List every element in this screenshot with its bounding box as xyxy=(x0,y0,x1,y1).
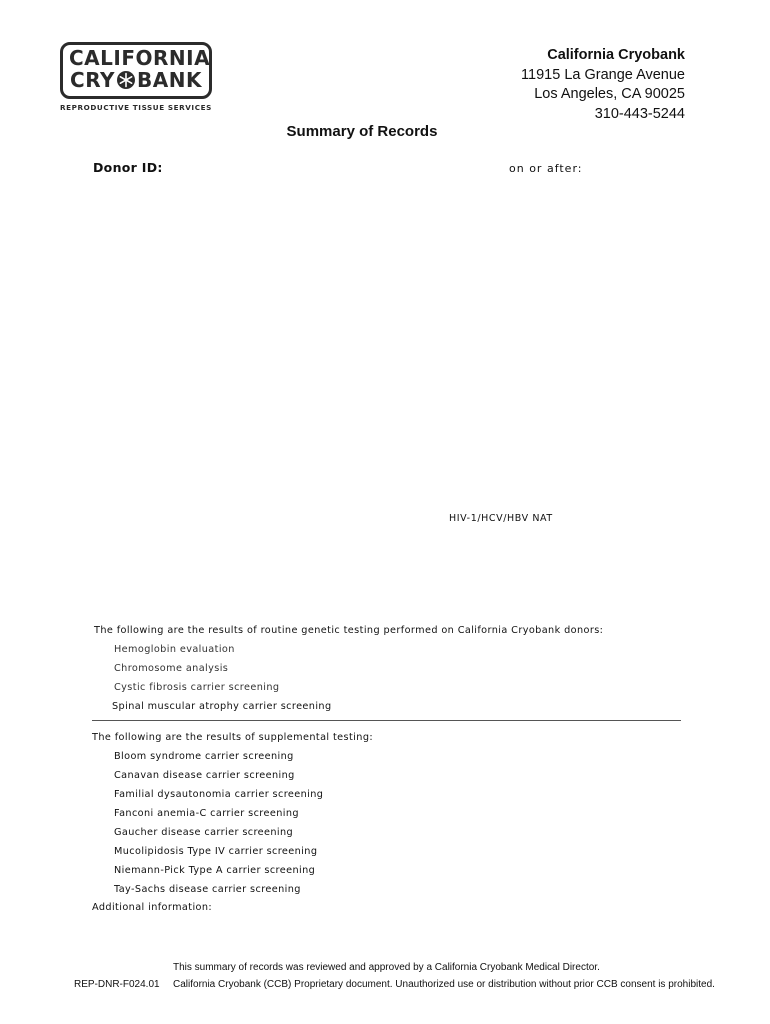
logo-text-cry: CRY xyxy=(70,68,115,92)
logo-line-2 xyxy=(69,69,203,91)
additional-info-label: Additional information: xyxy=(92,902,213,913)
company-name: California Cryobank xyxy=(547,47,685,63)
on-or-after-label: on or after: xyxy=(509,162,583,175)
proprietary-notice: California Cryobank (CCB) Proprietary document. Unauthorized use or distribution without prior CCB consent is prohibited. xyxy=(173,979,715,990)
list-item: Mucolipidosis Type IV carrier screening xyxy=(114,846,318,857)
approval-statement: This summary of records was reviewed and approved by a California Cryobank Medical Director. xyxy=(173,962,600,973)
list-item: Familial dysautonomia carrier screening xyxy=(114,789,324,800)
list-item: Cystic fibrosis carrier screening xyxy=(114,682,280,693)
company-logo xyxy=(60,42,212,112)
phone-number: 310-443-5244 xyxy=(594,105,685,122)
list-item: Niemann-Pick Type A carrier screening xyxy=(114,865,316,876)
address-block xyxy=(521,46,685,124)
street-address: 11915 La Grange Avenue xyxy=(521,66,685,83)
form-code: REP-DNR-F024.01 xyxy=(74,979,160,990)
section-divider xyxy=(92,720,681,721)
list-item: Chromosome analysis xyxy=(114,663,229,674)
logo-frame xyxy=(60,42,212,99)
list-item: Gaucher disease carrier screening xyxy=(114,827,294,838)
logo-text-bank: BANK xyxy=(137,68,202,92)
donor-id-label: Donor ID: xyxy=(93,160,163,175)
list-item: Tay-Sachs disease carrier screening xyxy=(114,884,301,895)
routine-testing-list xyxy=(114,640,332,716)
list-item: Hemoglobin evaluation xyxy=(114,644,235,655)
snowflake-icon xyxy=(116,70,136,90)
list-item: Canavan disease carrier screening xyxy=(114,770,295,781)
city-state-zip: Los Angeles, CA 90025 xyxy=(534,86,685,102)
page-title: Summary of Records xyxy=(286,123,438,140)
supplemental-testing-list xyxy=(114,747,323,899)
list-item: Fanconi anemia-C carrier screening xyxy=(114,808,299,819)
supplemental-testing-intro: The following are the results of supplemental testing: xyxy=(92,732,374,743)
routine-testing-intro: The following are the results of routine genetic testing performed on California Cryobank donors: xyxy=(94,625,604,636)
logo-tagline: REPRODUCTIVE TISSUE SERVICES xyxy=(60,103,212,112)
list-item: Spinal muscular atrophy carrier screening xyxy=(112,701,332,712)
nat-test-label: HIV-1/HCV/HBV NAT xyxy=(449,513,553,524)
list-item: Bloom syndrome carrier screening xyxy=(114,751,294,762)
logo-line-1: CALIFORNIA xyxy=(69,46,211,70)
